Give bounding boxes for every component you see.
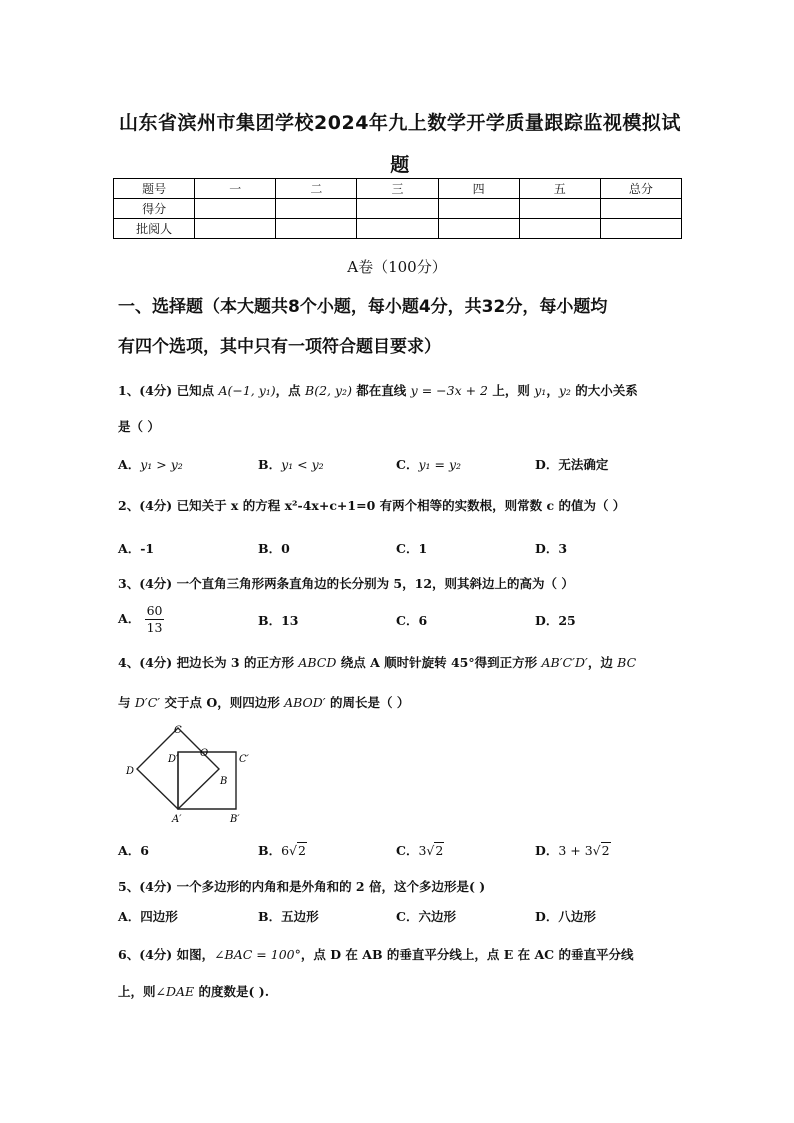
sqrt-expression: 3√2 — [418, 843, 444, 858]
q1-point-a: A(−1, y₁) — [218, 383, 276, 398]
question-1-stem — [118, 381, 638, 399]
q4-option-c[interactable] — [396, 841, 444, 859]
score-table-row — [114, 199, 682, 219]
q4-text: ，边 — [587, 655, 618, 670]
score-cell — [438, 219, 519, 239]
rotated-squares-figure — [122, 722, 262, 826]
fraction-numerator: 60 — [146, 603, 163, 618]
score-cell — [357, 219, 438, 239]
q4-side-bc: BC — [617, 655, 637, 670]
option-letter: D． — [535, 457, 559, 472]
sqrt-coef: 3 — [418, 843, 427, 858]
q1-option-c[interactable] — [396, 455, 461, 473]
q5-option-a[interactable]: A．四边形 — [118, 909, 178, 924]
q4-text: 绕点 A 顺时针旋转 45°得到正方形 — [336, 655, 542, 670]
header-cell: 五 — [519, 179, 600, 199]
option-letter: A． — [118, 611, 141, 626]
question-5-stem: 5、(4分) 一个多边形的内角和是外角和的 2 倍，这个多边形是( ) — [118, 879, 486, 894]
header-cell: 总分 — [600, 179, 681, 199]
q3-option-c[interactable]: C．6 — [396, 613, 428, 628]
q2-option-b[interactable]: B．0 — [258, 541, 290, 556]
score-cell — [195, 219, 276, 239]
q1-option-a[interactable] — [118, 455, 183, 473]
fig-label-d: D — [126, 766, 135, 777]
question-2-stem: 2、(4分) 已知关于 x 的方程 x²-4x+c+1=0 有两个相等的实数根，则常数 c 的值为（ ） — [118, 498, 626, 513]
q3-option-a[interactable] — [118, 603, 164, 636]
fig-label-o: O — [200, 748, 209, 759]
header-cell: 三 — [357, 179, 438, 199]
score-cell — [519, 219, 600, 239]
q6-text: 上，则 — [118, 984, 156, 999]
exam-title-line1: 山东省滨州市集团学校2024年九上数学开学质量跟踪监视模拟试 — [119, 112, 681, 134]
q2-option-d[interactable]: D．3 — [535, 541, 568, 556]
question-6-stem-line2 — [118, 982, 269, 1000]
q4-text: 与 — [118, 695, 135, 710]
option-letter: C． — [396, 457, 419, 472]
score-cell — [600, 199, 681, 219]
header-cell: 一 — [195, 179, 276, 199]
option-expr: 无法确定 — [558, 457, 609, 472]
q6-angle-bac: ∠BAC = 100° — [214, 947, 301, 962]
q4-text: 4、(4分) 把边长为 3 的正方形 — [118, 655, 299, 670]
q1-option-d[interactable] — [535, 455, 608, 473]
fig-label-a-prime: A′ — [172, 814, 182, 825]
sqrt-expression: 6√2 — [281, 843, 306, 858]
q1-point-b: B(2, y₂) — [305, 383, 352, 398]
q4-side-dc: D′C′ — [134, 695, 161, 710]
q1-line-equation: y = −3x + 2 — [410, 383, 489, 398]
section-heading-line1: 一、选择题（本大题共8个小题，每小题4分，共32分，每小题均 — [118, 297, 608, 317]
volume-label: A卷（100分） — [347, 258, 447, 276]
q2-option-a[interactable]: A．-1 — [118, 541, 155, 556]
q5-option-c[interactable]: C．六边形 — [396, 909, 456, 924]
q2-option-c[interactable]: C．1 — [396, 541, 428, 556]
q1-text: 的大小关系 — [570, 383, 638, 398]
fig-label-b-prime: B′ — [230, 814, 240, 825]
header-cell: 四 — [438, 179, 519, 199]
exam-title-line2: 题 — [390, 154, 410, 176]
option-expr: y₁ = y₂ — [418, 457, 462, 472]
section-heading-line2: 有四个选项，其中只有一项符合题目要求） — [118, 337, 441, 357]
fraction-denominator: 13 — [146, 620, 163, 635]
sqrt-expression: 3 + 3√2 — [558, 843, 610, 858]
sqrt-coef: 6 — [281, 843, 290, 858]
score-cell — [438, 199, 519, 219]
q1-text: ，点 — [275, 383, 306, 398]
sqrt-radicand: 2 — [601, 843, 610, 858]
question-4-stem-line2 — [118, 693, 409, 711]
q1-text: 1、(4分) 已知点 — [118, 383, 219, 398]
option-letter: D． — [535, 843, 559, 858]
question-6-stem — [118, 945, 633, 963]
score-cell — [519, 199, 600, 219]
q4-option-b[interactable] — [258, 841, 307, 859]
q4-text: 交于点 O，则四边形 — [160, 695, 285, 710]
q6-text: ，点 D 在 AB 的垂直平分线上，点 E 在 AC 的垂直平分线 — [300, 947, 634, 962]
row-label: 批阅人 — [114, 219, 195, 239]
sqrt-prefix: 3 + 3 — [558, 843, 593, 858]
q4-quad: ABOD′ — [284, 695, 326, 710]
q1-text: ， — [546, 383, 559, 398]
q4-text: 的周长是（ ） — [325, 695, 410, 710]
score-table-header — [114, 179, 682, 199]
fraction — [145, 603, 165, 636]
option-letter: C． — [396, 843, 419, 858]
row-label: 得分 — [114, 199, 195, 219]
question-1-stem-cont: 是（ ） — [118, 419, 160, 434]
q1-y2: y₂ — [558, 383, 571, 398]
score-cell — [276, 219, 357, 239]
q6-text: 6、(4分) 如图， — [118, 947, 215, 962]
option-expr: y₁ < y₂ — [281, 457, 324, 472]
score-cell — [195, 199, 276, 219]
fig-label-c-prime: C′ — [239, 754, 249, 765]
fig-label-b: B — [220, 776, 228, 787]
sqrt-radicand: 2 — [435, 843, 444, 858]
q4-square-abcd: ABCD — [298, 655, 337, 670]
option-letter: B． — [258, 457, 282, 472]
option-letter: A． — [118, 457, 141, 472]
q1-text: 都在直线 — [351, 383, 411, 398]
q1-y1: y₁ — [534, 383, 547, 398]
q6-text: 的度数是( ). — [194, 984, 270, 999]
q3-option-d[interactable]: D．25 — [535, 613, 576, 628]
score-table-row — [114, 219, 682, 239]
fig-label-c: C — [174, 725, 182, 736]
q5-option-d[interactable]: D．八边形 — [535, 909, 596, 924]
option-letter: B． — [258, 843, 282, 858]
q4-option-d[interactable] — [535, 841, 611, 859]
question-4-stem — [118, 653, 636, 671]
score-cell — [600, 219, 681, 239]
header-cell: 题号 — [114, 179, 195, 199]
q4-square-rotated: AB′C′D′ — [541, 655, 588, 670]
q3-option-b[interactable]: B．13 — [258, 613, 299, 628]
q1-text: 上，则 — [488, 383, 535, 398]
score-cell — [276, 199, 357, 219]
score-table — [113, 178, 682, 239]
q4-option-a[interactable]: A．6 — [118, 843, 149, 858]
header-cell: 二 — [276, 179, 357, 199]
q6-angle-dae: ∠DAE — [155, 984, 195, 999]
q5-option-b[interactable]: B．五边形 — [258, 909, 319, 924]
question-3-stem: 3、(4分) 一个直角三角形两条直角边的长分别为 5，12，则其斜边上的高为（ ） — [118, 576, 574, 591]
fig-label-d-prime: D′ — [168, 754, 179, 765]
score-cell — [357, 199, 438, 219]
option-expr: y₁ > y₂ — [140, 457, 183, 472]
sqrt-radicand: 2 — [298, 843, 306, 858]
q1-option-b[interactable] — [258, 455, 324, 473]
